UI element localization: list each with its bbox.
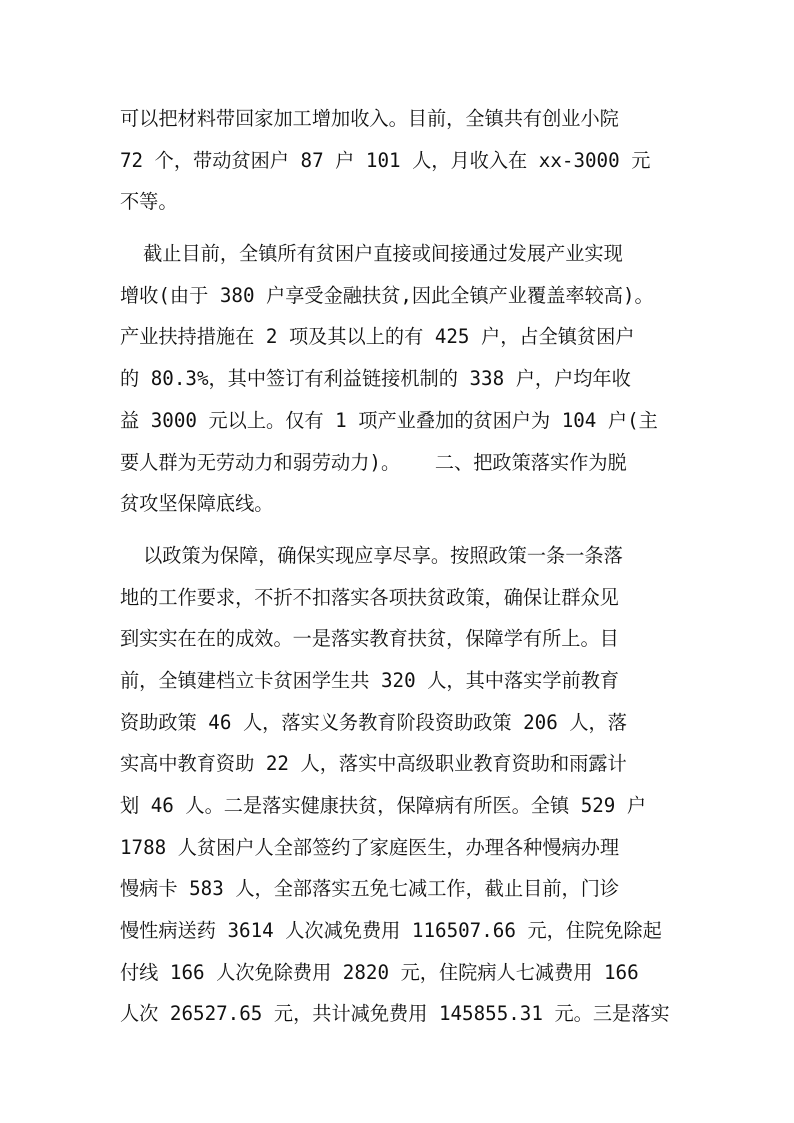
text-line: 增收(由于 380 户享受金融扶贫,因此全镇产业覆盖率较高)。 [120,283,654,307]
text-line: 前，全镇建档立卡贫困学生共 320 人，其中落实学前教育 [120,668,620,692]
text-line: 益 3000 元以上。仅有 1 项产业叠加的贫困户为 104 户(主 [120,408,658,432]
text-line: 截止目前，全镇所有贫困户直接或间接通过发展产业实现 [120,242,623,266]
text-line: 不等。 [120,190,178,214]
text-line: 要人群为无劳动力和弱劳动力)。 二、把政策落实作为脱 [120,450,627,474]
text-line: 到实实在在的成效。一是落实教育扶贫，保障学有所上。目 [120,627,619,651]
text-line: 慢性病送药 3614 人次减免费用 116507.66 元，住院免除起 [120,919,662,943]
text-line: 人次 26527.65 元，共计减免费用 145855.31 元。三是落实 [120,1002,670,1026]
text-line: 地的工作要求，不折不扣落实各项扶贫政策，确保让群众见 [120,585,619,609]
text-line: 付线 166 人次免除费用 2820 元，住院病人七减费用 166 [120,960,639,984]
text-line: 实高中教育资助 22 人，落实中高级职业教育资助和雨露计 [120,752,627,776]
text-line: 的 80.3%，其中签订有利益链接机制的 338 户，户均年收 [120,367,631,391]
text-line: 慢病卡 583 人，全部落实五免七减工作，截止目前，门诊 [120,877,620,901]
text-line: 1788 人贫困户人全部签约了家庭医生，办理各种慢病办理 [120,835,620,859]
text-line: 贫攻坚保障底线。 [120,492,274,516]
text-line: 资助政策 46 人，落实义务教育阶段资助政策 206 人，落 [120,710,627,734]
text-line: 可以把材料带回家加工增加收入。目前，全镇共有创业小院 [120,107,619,130]
text-line: 产业扶持措施在 2 项及其以上的有 425 户，占全镇贫困户 [120,325,635,349]
text-line: 以政策为保障，确保实现应享尽享。按照政策一条一条落 [120,543,623,567]
text-line: 划 46 人。二是落实健康扶贫，保障病有所医。全镇 529 户 [120,794,647,817]
text-line: 72 个，带动贫困户 87 户 101 人，月收入在 xx-3000 元 [120,148,651,172]
body-text [120,98,680,1035]
